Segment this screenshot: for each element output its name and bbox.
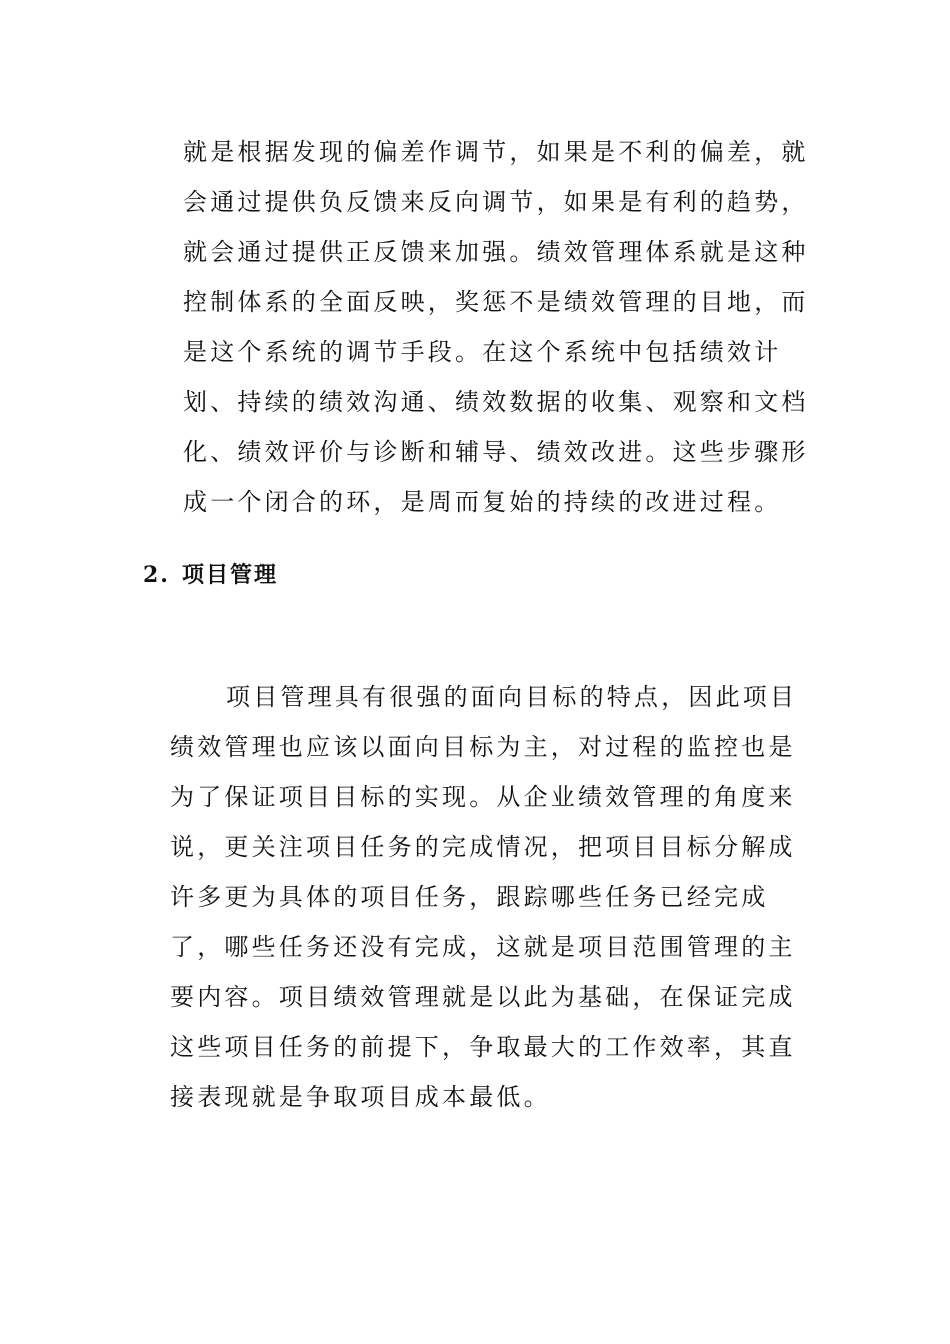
body-paragraph: 项目管理具有很强的面向目标的特点，因此项目绩效管理也应该以面向目标为主，对过程的监控也是为了保证项目目标的实现。从企业绩效管理的角度来说，更关注项目任务的完成情况，把项目目标分解成许多更为具体的项目任务，跟踪哪些任务已经完成了，哪些任务还没有完成，这就是项目范围管理的主要内容。项目绩效管理就是以此为基础，在保证完成这些项目任务的前提下，争取最大的工作效率，其直接表现就是争取项目成本最低。	[170, 683, 798, 1111]
section-number: 2.	[143, 562, 170, 588]
section-heading	[143, 558, 278, 589]
body-paragraph: 就是根据发现的偏差作调节，如果是不利的偏差，就会通过提供负反馈来反向调节，如果是有利的趋势，就会通过提供正反馈来加强。绩效管理体系就是这种控制体系的全面反映，奖惩不是绩效管理的目地，而是这个系统的调节手段。在这个系统中包括绩效计划、持续的绩效沟通、绩效数据的收集、观察和文档化、绩效评价与诊断和辅导、绩效改进。这些步骤形成一个闭合的环，是周而复始的持续的改进过程。	[183, 138, 809, 516]
section-title: 项目管理	[181, 562, 278, 588]
